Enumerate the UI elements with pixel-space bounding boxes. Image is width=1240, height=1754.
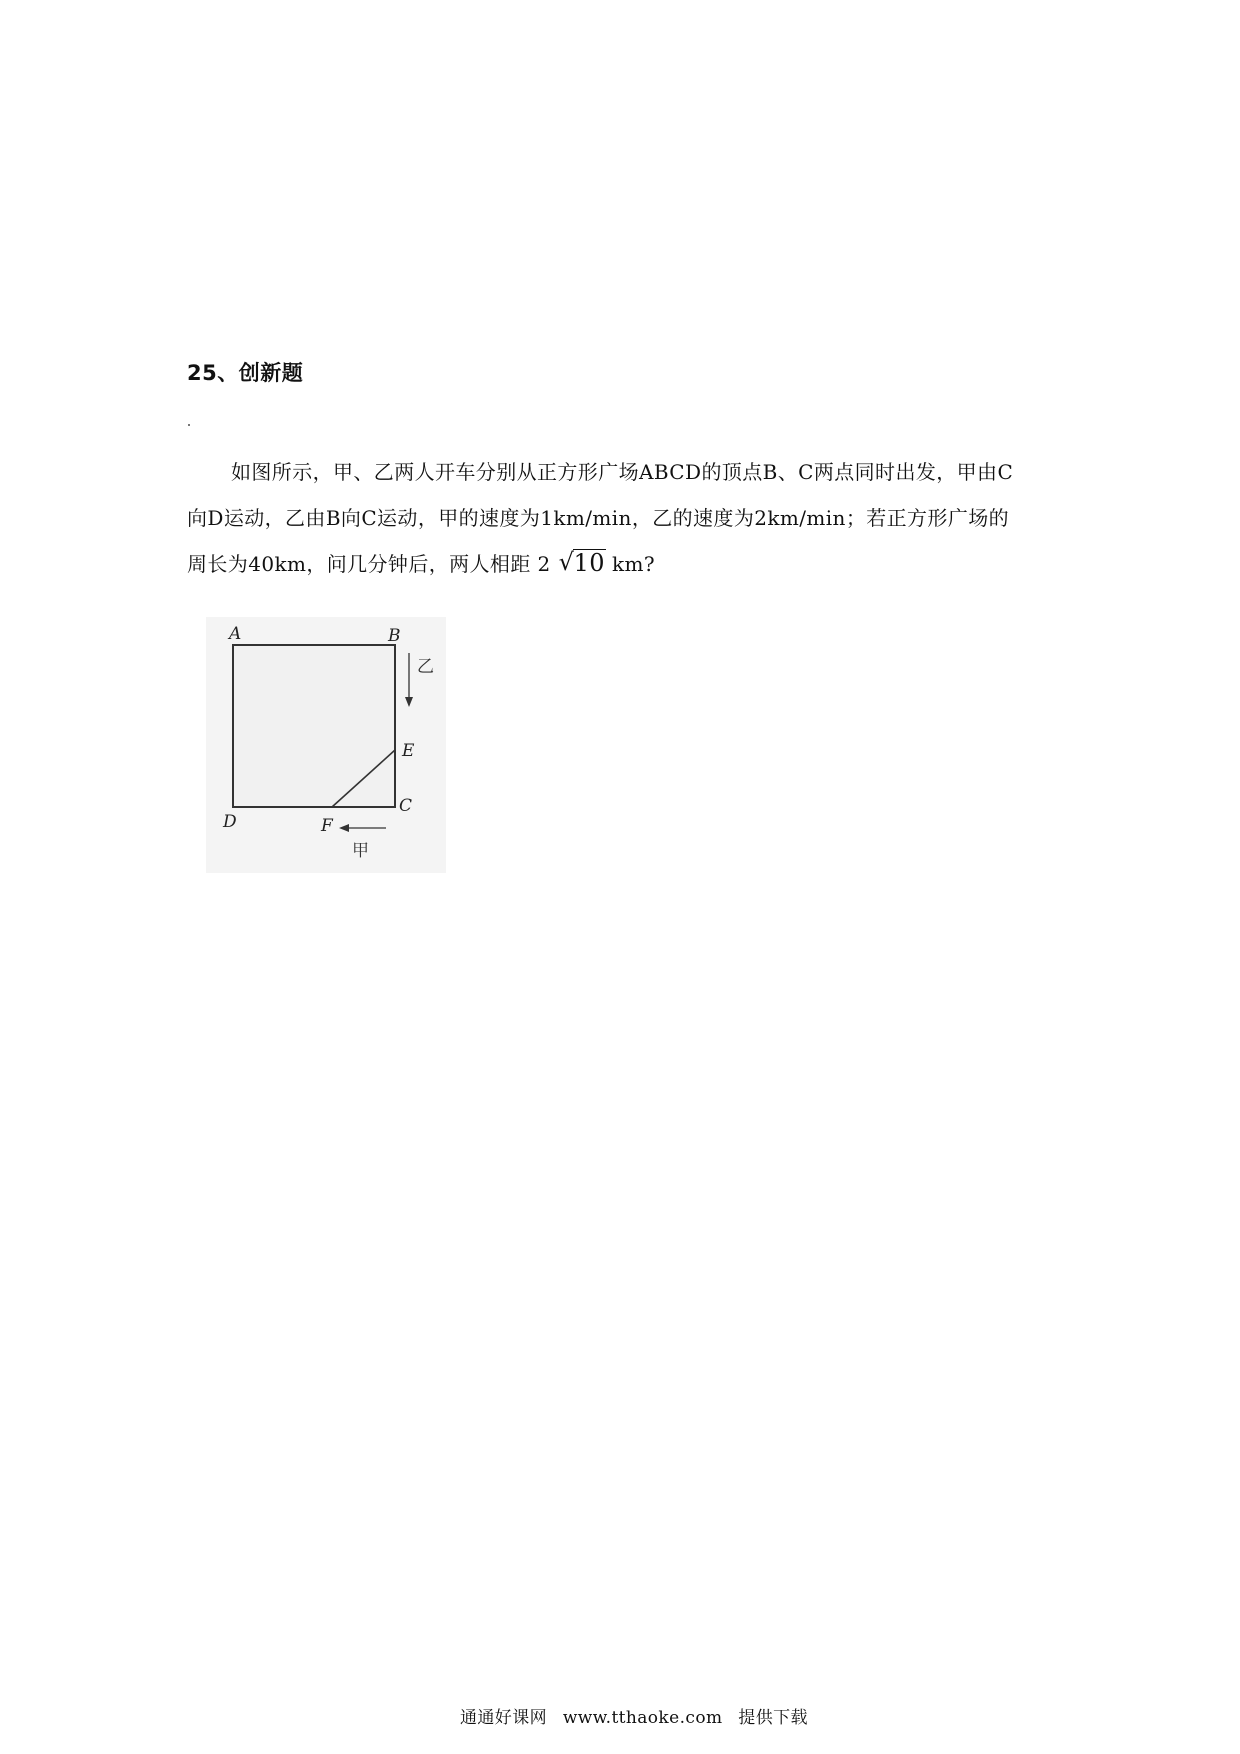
label-a: A — [229, 624, 242, 644]
problem-line-2: 向D运动，乙由B向C运动，甲的速度为1km/min，乙的速度为2km/min；若正方形广场的 — [187, 506, 1010, 530]
footer-url[interactable]: www.tthaoke.com — [562, 1708, 723, 1728]
radical-sign: √ — [558, 548, 575, 576]
square-diagram — [206, 617, 446, 873]
stray-dot — [188, 424, 190, 426]
footer-suffix: 提供下载 — [738, 1708, 808, 1728]
label-d: D — [223, 812, 237, 832]
label-e: E — [402, 741, 415, 761]
label-f: F — [321, 816, 333, 836]
label-jia: 甲 — [352, 841, 369, 861]
radicand: 10 — [573, 549, 605, 577]
problem-line-3-after: km? — [611, 552, 655, 576]
page-footer — [460, 1703, 818, 1728]
label-b: B — [388, 626, 401, 646]
problem-text — [187, 449, 1057, 587]
problem-line-3-before: 周长为40km，问几分钟后，两人相距 2 — [187, 552, 551, 576]
problem-heading: 25、创新题 — [187, 361, 304, 385]
label-c: C — [399, 796, 413, 816]
square-abcd — [233, 645, 395, 807]
diagram-svg — [206, 617, 446, 873]
problem-line-1: 如图所示，甲、乙两人开车分别从正方形广场ABCD的顶点B、C两点同时出发，甲由C — [231, 460, 1014, 484]
label-yi: 乙 — [417, 657, 434, 677]
footer-site-name: 通通好课网 — [460, 1708, 547, 1728]
square-root-expression — [559, 541, 606, 587]
